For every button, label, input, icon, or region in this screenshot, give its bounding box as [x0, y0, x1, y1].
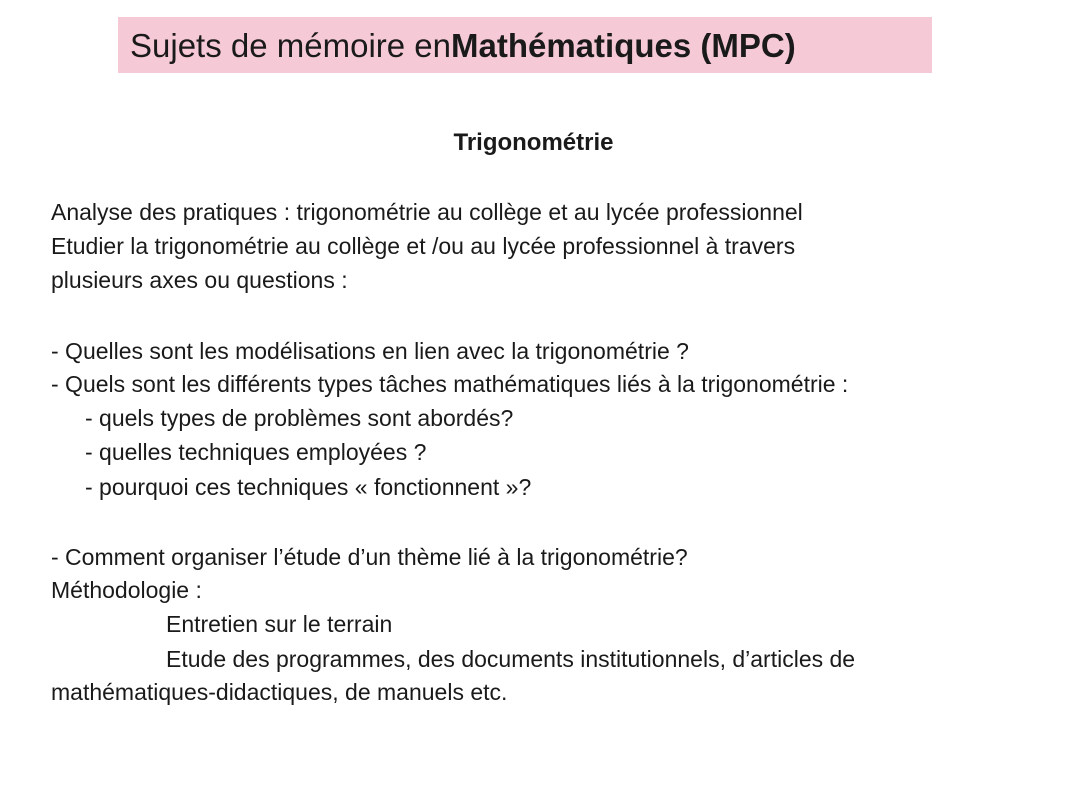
title-banner	[118, 17, 932, 73]
sub-question-3: - pourquoi ces techniques « fonctionnent »?	[85, 474, 532, 500]
organize-question: - Comment organiser l’étude d’un thème lié à la trigonométrie?	[51, 544, 688, 570]
question-2: - Quels sont les différents types tâches mathématiques liés à la trigonométrie :	[51, 371, 849, 397]
title-bold: Mathématiques (MPC)	[451, 26, 796, 64]
intro-line-3: plusieurs axes ou questions :	[51, 267, 348, 293]
intro-line-2: Etudier la trigonométrie au collège et /ou au lycée professionnel à travers	[51, 233, 796, 259]
title-prefix: Sujets de mémoire en	[130, 26, 451, 64]
section-subtitle: Trigonométrie	[453, 129, 614, 156]
methodology-item-2: Etude des programmes, des documents institutionnels, d’articles de	[166, 646, 856, 672]
methodology-item-1: Entretien sur le terrain	[166, 611, 393, 637]
question-1: - Quelles sont les modélisations en lien avec la trigonométrie ?	[51, 338, 689, 364]
sub-question-2: - quelles techniques employées ?	[85, 439, 427, 465]
methodology-label: Méthodologie :	[51, 577, 202, 603]
sub-question-1: - quels types de problèmes sont abordés?	[85, 405, 514, 431]
methodology-continuation: mathématiques-didactiques, de manuels etc.	[51, 679, 508, 705]
intro-line-1: Analyse des pratiques : trigonométrie au collège et au lycée professionnel	[51, 199, 803, 225]
